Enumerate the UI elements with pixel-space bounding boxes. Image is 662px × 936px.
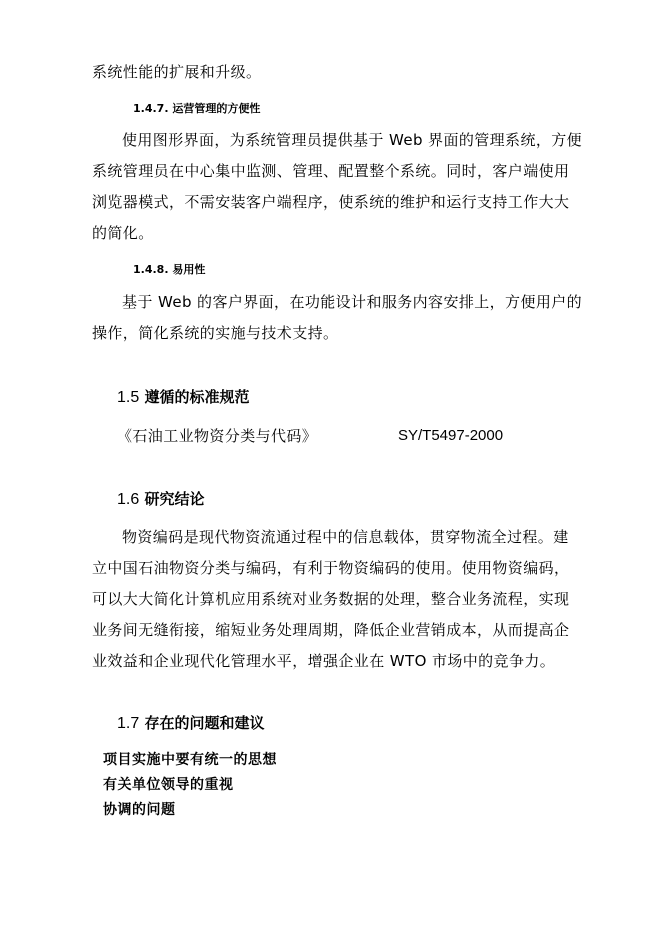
section-title: 存在的问题和建议 <box>144 714 265 732</box>
section-heading-1-5 <box>117 387 250 408</box>
paragraph-line: 使用图形界面，为系统管理员提供基于 Web 界面的管理系统，方便 <box>122 131 583 149</box>
paragraph-line: 系统管理员在中心集中监测、管理、配置整个系统。同时，客户端使用 <box>92 162 570 180</box>
paragraph-line: 操作，简化系统的实施与技术支持。 <box>92 324 339 342</box>
standard-name: 《石油工业物资分类与代码》 <box>117 427 318 445</box>
paragraph-line: 物资编码是现代物资流通过程中的信息载体，贯穿物流全过程。建 <box>122 528 569 546</box>
paragraph-line: 基于 Web 的客户界面，在功能设计和服务内容安排上，方便用户的 <box>122 293 583 311</box>
paragraph-line: 立中国石油物资分类与编码，有利于物资编码的使用。使用物资编码， <box>92 559 570 577</box>
standard-code: SY/T5497-2000 <box>398 427 504 444</box>
section-heading-1-6 <box>117 489 205 510</box>
section-heading-1-7 <box>117 713 265 734</box>
list-item: 协调的问题 <box>103 802 176 818</box>
paragraph-line: 系统性能的扩展和升级。 <box>92 63 262 81</box>
paragraph-line: 可以大大简化计算机应用系统对业务数据的处理，整合业务流程，实现 <box>92 590 570 608</box>
paragraph-line: 浏览器模式，不需安装客户端程序，使系统的维护和运行支持工作大大 <box>92 193 570 211</box>
subsection-title-1-4-7: 1.4.7. 运营管理的方便性 <box>133 102 261 115</box>
section-number: 1.7 <box>117 715 140 732</box>
paragraph-line: 的简化。 <box>92 224 154 242</box>
section-title: 研究结论 <box>144 490 205 508</box>
subsection-title-1-4-8: 1.4.8. 易用性 <box>133 263 206 276</box>
list-item: 项目实施中要有统一的思想 <box>103 752 277 768</box>
section-number: 1.5 <box>117 389 140 406</box>
section-title: 遵循的标准规范 <box>144 388 250 406</box>
paragraph-line: 业效益和企业现代化管理水平，增强企业在 WTO 市场中的竞争力。 <box>92 652 556 670</box>
paragraph-line: 业务间无缝衔接，缩短业务处理周期，降低企业营销成本，从而提高企 <box>92 621 570 639</box>
section-number: 1.6 <box>117 491 140 508</box>
list-item: 有关单位领导的重视 <box>103 777 234 793</box>
